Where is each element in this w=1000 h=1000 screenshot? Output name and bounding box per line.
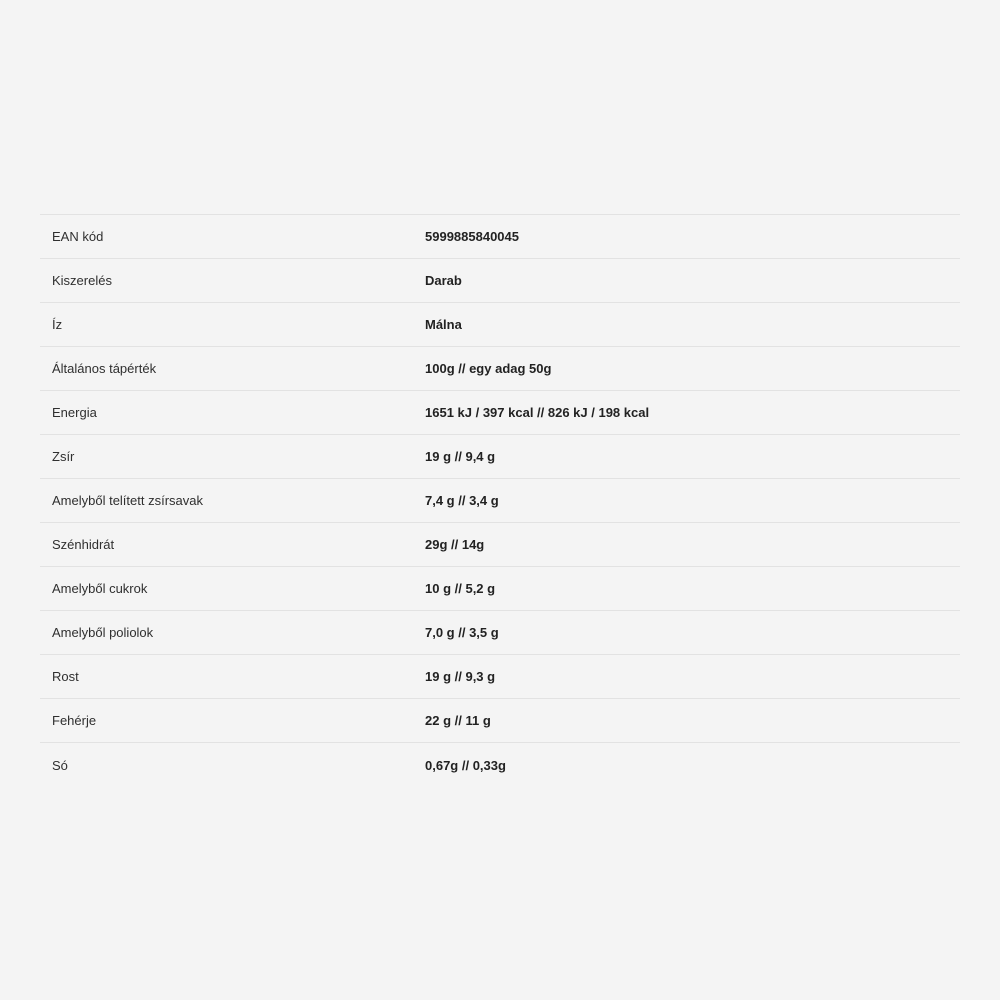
spec-value: 5999885840045 bbox=[425, 229, 519, 244]
spec-value: 0,67g // 0,33g bbox=[425, 757, 506, 773]
spec-label: Amelyből cukrok bbox=[52, 581, 148, 596]
spec-value: Málna bbox=[425, 317, 462, 332]
spec-value: 19 g // 9,4 g bbox=[425, 449, 496, 464]
spec-label: Íz bbox=[52, 317, 63, 332]
spec-row-ean bbox=[40, 215, 960, 259]
spec-row-saturated-fat bbox=[40, 479, 960, 523]
spec-label: EAN kód bbox=[52, 229, 104, 244]
spec-label: Szénhidrát bbox=[52, 537, 115, 552]
spec-row-fiber bbox=[40, 655, 960, 699]
spec-row-nutrition-basis bbox=[40, 347, 960, 391]
spec-value: 22 g // 11 g bbox=[425, 713, 491, 728]
spec-row-protein bbox=[40, 699, 960, 743]
spec-value: 7,4 g // 3,4 g bbox=[425, 493, 499, 508]
spec-value: 100g // egy adag 50g bbox=[425, 361, 552, 376]
spec-value: 19 g // 9,3 g bbox=[425, 669, 496, 684]
spec-value: 1651 kJ / 397 kcal // 826 kJ / 198 kcal bbox=[425, 405, 650, 420]
spec-value: 10 g // 5,2 g bbox=[425, 581, 496, 596]
spec-row-carbohydrate bbox=[40, 523, 960, 567]
spec-label: Amelyből telített zsírsavak bbox=[52, 493, 203, 508]
product-spec-table bbox=[40, 214, 960, 787]
spec-row-polyols bbox=[40, 611, 960, 655]
spec-value: Darab bbox=[425, 273, 462, 288]
spec-label: Rost bbox=[52, 669, 79, 684]
spec-row-packaging bbox=[40, 259, 960, 303]
spec-label: Általános tápérték bbox=[52, 361, 157, 376]
spec-value: 7,0 g // 3,5 g bbox=[425, 625, 499, 640]
spec-value: 29g // 14g bbox=[425, 537, 485, 552]
spec-label: Kiszerelés bbox=[52, 273, 112, 288]
spec-label: Energia bbox=[52, 405, 97, 420]
spec-row-sugars bbox=[40, 567, 960, 611]
spec-label: Amelyből poliolok bbox=[52, 625, 154, 640]
spec-row-salt bbox=[40, 743, 960, 787]
spec-row-fat bbox=[40, 435, 960, 479]
spec-row-energy bbox=[40, 391, 960, 435]
spec-row-flavor bbox=[40, 303, 960, 347]
spec-label: Fehérje bbox=[52, 713, 97, 728]
spec-label: Zsír bbox=[52, 449, 75, 464]
spec-label: Só bbox=[52, 757, 68, 773]
